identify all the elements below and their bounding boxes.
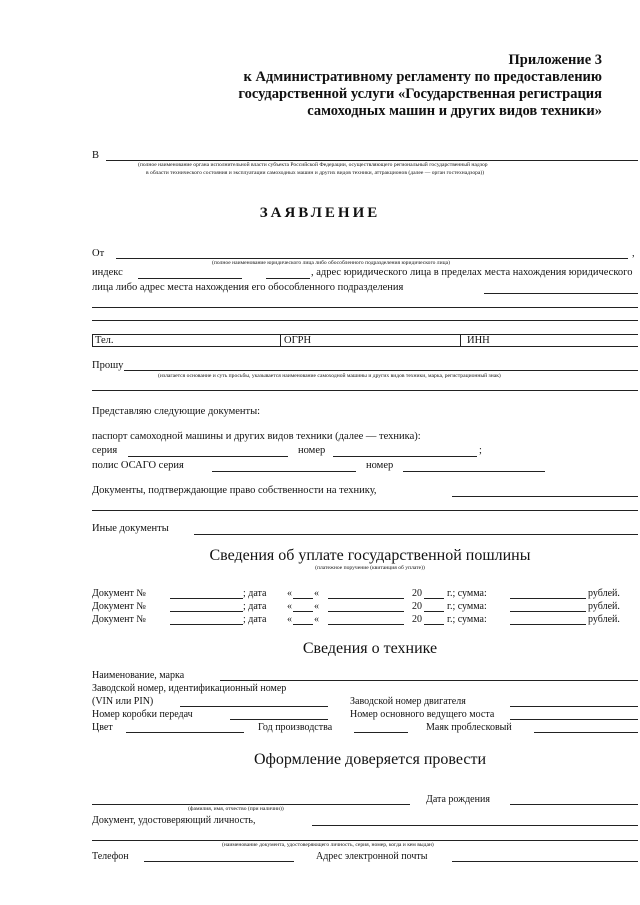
request-field-2[interactable]: [92, 390, 638, 391]
payment-day-field[interactable]: [293, 611, 313, 612]
other-docs-field[interactable]: [194, 534, 638, 535]
vin-label: (VIN или PIN): [92, 696, 154, 707]
ogrn-label: ОГРН: [284, 335, 312, 346]
payment-month-field[interactable]: [328, 598, 404, 599]
payment-year-field[interactable]: [424, 598, 444, 599]
payment-doc-label: Документ №: [92, 601, 146, 612]
quote-close: «: [314, 614, 319, 625]
vin-field[interactable]: [180, 706, 328, 707]
payment-day-field[interactable]: [293, 598, 313, 599]
payment-date-label: ; дата: [243, 601, 267, 612]
year-label: Год производства: [258, 722, 333, 733]
ownership-field-1[interactable]: [452, 496, 638, 497]
beacon-label: Маяк проблесковый: [426, 722, 512, 733]
quote-open: «: [287, 614, 292, 625]
beacon-field[interactable]: [534, 732, 638, 733]
quote-close: «: [314, 601, 319, 612]
color-field[interactable]: [126, 732, 244, 733]
phone-label: Телефон: [92, 851, 129, 862]
header-line-4: самоходных машин и других видов техники»: [307, 103, 602, 119]
sum-label: г.; сумма:: [447, 588, 487, 599]
id-document-hint: (наименование документа, удостоверяющего личность, серия, номер, когда и кем выдан): [222, 842, 434, 848]
payment-year-field[interactable]: [424, 624, 444, 625]
contacts-divider-1: [280, 334, 281, 347]
header-line-2: к Административному регламенту по предоставлению: [243, 69, 602, 85]
payment-doc-field[interactable]: [170, 598, 243, 599]
trust-title: Оформление доверяется провести: [253, 751, 487, 768]
quote-open: «: [287, 601, 292, 612]
ownership-label: Документы, подтверждающие право собственности на технику,: [92, 485, 377, 496]
payment-sum-field[interactable]: [510, 611, 586, 612]
sum-label: г.; сумма:: [447, 614, 487, 625]
semicolon: ;: [479, 445, 482, 456]
from-hint: (полное наименование юридического лица либо обособленного подразделения юридического лица): [212, 260, 450, 266]
id-document-field-2[interactable]: [92, 840, 638, 841]
engine-number-field[interactable]: [510, 706, 638, 707]
contacts-bottom-border: [92, 346, 638, 347]
payment-day-field[interactable]: [293, 624, 313, 625]
payment-doc-field[interactable]: [170, 611, 243, 612]
osago-series-field[interactable]: [212, 471, 356, 472]
number-label: номер: [298, 445, 326, 456]
name-brand-label: Наименование, марка: [92, 670, 185, 681]
request-label: Прошу: [92, 360, 124, 371]
other-docs-label: Иные документы: [92, 523, 169, 534]
payment-year-field[interactable]: [424, 611, 444, 612]
payment-doc-label: Документ №: [92, 588, 146, 599]
osago-series-label: полис ОСАГО серия: [92, 460, 184, 471]
index-field[interactable]: [138, 278, 242, 279]
payment-hint: (платежное поручение (квитанция об уплате)): [315, 565, 425, 571]
gearbox-label: Номер коробки передач: [92, 709, 193, 720]
email-label: Адрес электронной почты: [316, 851, 428, 862]
payment-date-label: ; дата: [243, 614, 267, 625]
tel-label: Тел.: [95, 335, 114, 346]
technique-title: Сведения о технике: [302, 640, 438, 657]
payment-doc-field[interactable]: [170, 624, 243, 625]
passport-series-field[interactable]: [128, 456, 288, 457]
header-line-3: государственной услуги «Государственная регистрация: [238, 86, 602, 102]
to-field[interactable]: [106, 160, 638, 161]
from-field[interactable]: [116, 258, 628, 259]
year-prefix: 20: [412, 588, 422, 599]
to-hint-2: в области технического состояния и эксплуатации самоходных машин и других видов техники, аттракционов (далее — орган гостехнадзора)): [146, 170, 485, 176]
phone-field[interactable]: [144, 861, 294, 862]
id-document-label: Документ, удостоверяющий личность,: [92, 815, 256, 826]
axle-field[interactable]: [510, 719, 638, 720]
to-hint-1: (полное наименование органа исполнительной власти субъекта Российской Федерации, осуществляющего региональный государственный надзор: [138, 162, 488, 168]
from-comma: ,: [632, 248, 635, 259]
rubles-label: рублей.: [588, 601, 620, 612]
name-brand-field[interactable]: [220, 680, 638, 681]
payment-doc-label: Документ №: [92, 614, 146, 625]
dob-field[interactable]: [510, 804, 638, 805]
address-field-3[interactable]: [92, 320, 638, 321]
request-field[interactable]: [124, 370, 638, 371]
series-label: серия: [92, 445, 118, 456]
rubles-label: рублей.: [588, 614, 620, 625]
osago-number-field[interactable]: [403, 471, 545, 472]
rubles-label: рублей.: [588, 588, 620, 599]
factory-number-label: Заводской номер, идентификационный номер: [92, 683, 287, 694]
address-field-1[interactable]: [484, 293, 638, 294]
trustee-name-field[interactable]: [92, 804, 410, 805]
ownership-field-2[interactable]: [92, 510, 638, 511]
osago-number-label: номер: [366, 460, 394, 471]
address-field-2[interactable]: [92, 307, 638, 308]
payment-month-field[interactable]: [328, 624, 404, 625]
contacts-top-border: [92, 334, 638, 335]
engine-number-label: Заводской номер двигателя: [350, 696, 466, 707]
passport-label: паспорт самоходной машины и других видов техники (далее — техника):: [92, 431, 421, 442]
quote-close: «: [314, 588, 319, 599]
document-title: ЗАЯВЛЕНИЕ: [259, 205, 381, 221]
documents-intro: Представляю следующие документы:: [92, 406, 261, 417]
request-hint: (излагается основание и суть просьбы, указывается наименование самоходной машины и других видов техники, марка, регистрационный знак): [158, 373, 501, 379]
payment-sum-field[interactable]: [510, 624, 586, 625]
from-label: От: [92, 248, 105, 259]
passport-number-field[interactable]: [333, 456, 477, 457]
gearbox-field[interactable]: [230, 719, 328, 720]
to-label: В: [92, 150, 100, 161]
address-cont-label: лица либо адрес места нахождения его обособленного подразделения: [92, 282, 404, 293]
color-label: Цвет: [92, 722, 113, 733]
inn-label: ИНН: [467, 335, 490, 346]
contacts-divider-left: [92, 334, 93, 347]
contacts-divider-2: [460, 334, 461, 347]
address-label: , адрес юридического лица в пределах места нахождения юридического: [311, 267, 633, 278]
axle-label: Номер основного ведущего моста: [350, 709, 495, 720]
payment-month-field[interactable]: [328, 611, 404, 612]
payment-sum-field[interactable]: [510, 598, 586, 599]
email-field[interactable]: [452, 861, 638, 862]
year-prefix: 20: [412, 601, 422, 612]
year-prefix: 20: [412, 614, 422, 625]
id-document-field[interactable]: [312, 825, 638, 826]
dob-label: Дата рождения: [426, 794, 490, 805]
appendix-label: Приложение 3: [508, 52, 602, 68]
index-label: индекс: [92, 267, 123, 278]
payment-title: Сведения об уплате государственной пошлины: [209, 547, 531, 564]
sum-label: г.; сумма:: [447, 601, 487, 612]
quote-open: «: [287, 588, 292, 599]
trustee-name-hint: (фамилия, имя, отчество (при наличии)): [188, 806, 284, 812]
payment-date-label: ; дата: [243, 588, 267, 599]
index-field-2[interactable]: [266, 278, 310, 279]
year-field[interactable]: [354, 732, 408, 733]
